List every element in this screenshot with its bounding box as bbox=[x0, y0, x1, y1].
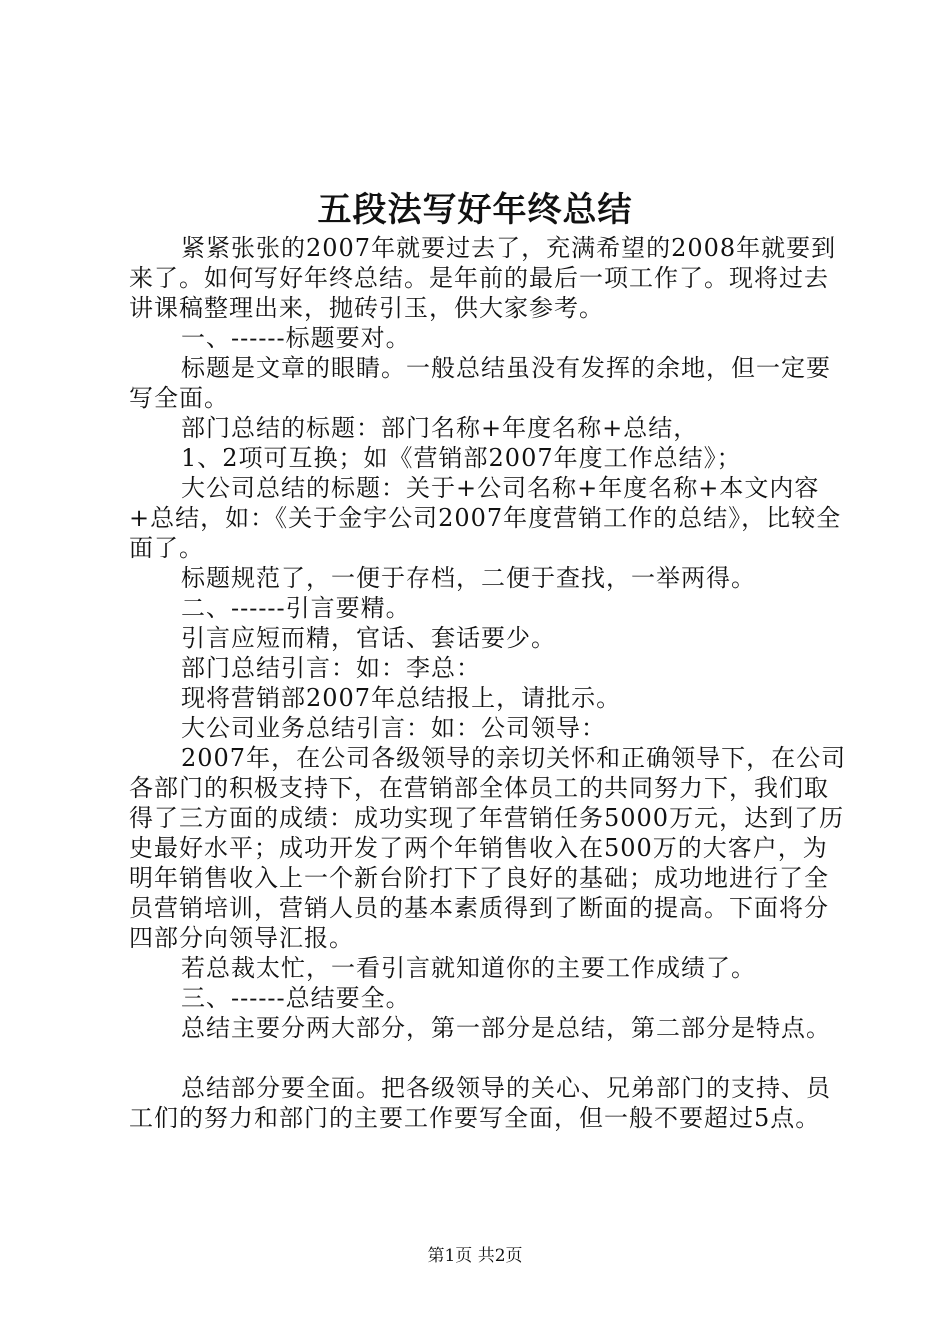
paragraph: 部门总结的标题：部门名称+年度名称+总结， bbox=[181, 414, 699, 442]
paragraph: 紧紧张张的2007年就要过去了，充满希望的2008年就要到来了。如何写好年终总结。是年前的最后一项工作了。现将过去讲课稿整理出来，抛砖引玉，供大家参考。 bbox=[129, 234, 837, 322]
paragraph: 若总裁太忙，一看引言就知道你的主要工作成绩了。 bbox=[181, 954, 756, 982]
paragraph: 标题是文章的眼睛。一般总结虽没有发挥的余地，但一定要写全面。 bbox=[129, 354, 831, 412]
paragraph: 部门总结引言：如：李总： bbox=[181, 654, 481, 682]
section-heading-title: 一、------标题要对。 bbox=[181, 324, 411, 352]
paragraph: 1、2项可互换；如《营销部2007年度工作总结》； bbox=[181, 444, 742, 472]
document-body bbox=[129, 233, 849, 1133]
paragraph: 现将营销部2007年总结报上，请批示。 bbox=[181, 684, 622, 712]
page-footer: 第1页 共2页 bbox=[427, 1246, 523, 1266]
paragraph: 2007年，在公司各级领导的亲切关怀和正确领导下，在公司各部门的积极支持下，在营销部全体员工的共同努力下，我们取得了三方面的成绩：成功实现了年营销任务5000万元，达到了历史最好水平；成功开发了两个年销售收入在500万的大客户，为明年销售收入上一个新台阶打下了良好的基础；成功地进行了全员营销培训，营销人员的基本素质得到了断面的提高。下面将分四部分向领导汇报。 bbox=[129, 744, 847, 952]
paragraph: 标题规范了，一便于存档，二便于查找，一举两得。 bbox=[181, 564, 756, 592]
paragraph: 大公司业务总结引言：如：公司领导： bbox=[181, 714, 606, 742]
paragraph: 引言应短而精，官话、套话要少。 bbox=[181, 624, 556, 652]
document-title: 五段法写好年终总结 bbox=[317, 190, 633, 230]
section-heading-summary: 三、------总结要全。 bbox=[181, 984, 411, 1012]
paragraph: 大公司总结的标题：关于+公司名称+年度名称+本文内容+总结，如：《关于金宇公司2007年度营销工作的总结》，比较全面了。 bbox=[129, 474, 842, 562]
section-heading-intro: 二、------引言要精。 bbox=[181, 594, 411, 622]
paragraph: 总结部分要全面。把各级领导的关心、兄弟部门的支持、员工们的努力和部门的主要工作要写全面，但一般不要超过5点。 bbox=[129, 1074, 831, 1132]
paragraph: 总结主要分两大部分，第一部分是总结，第二部分是特点。 bbox=[181, 1014, 831, 1042]
